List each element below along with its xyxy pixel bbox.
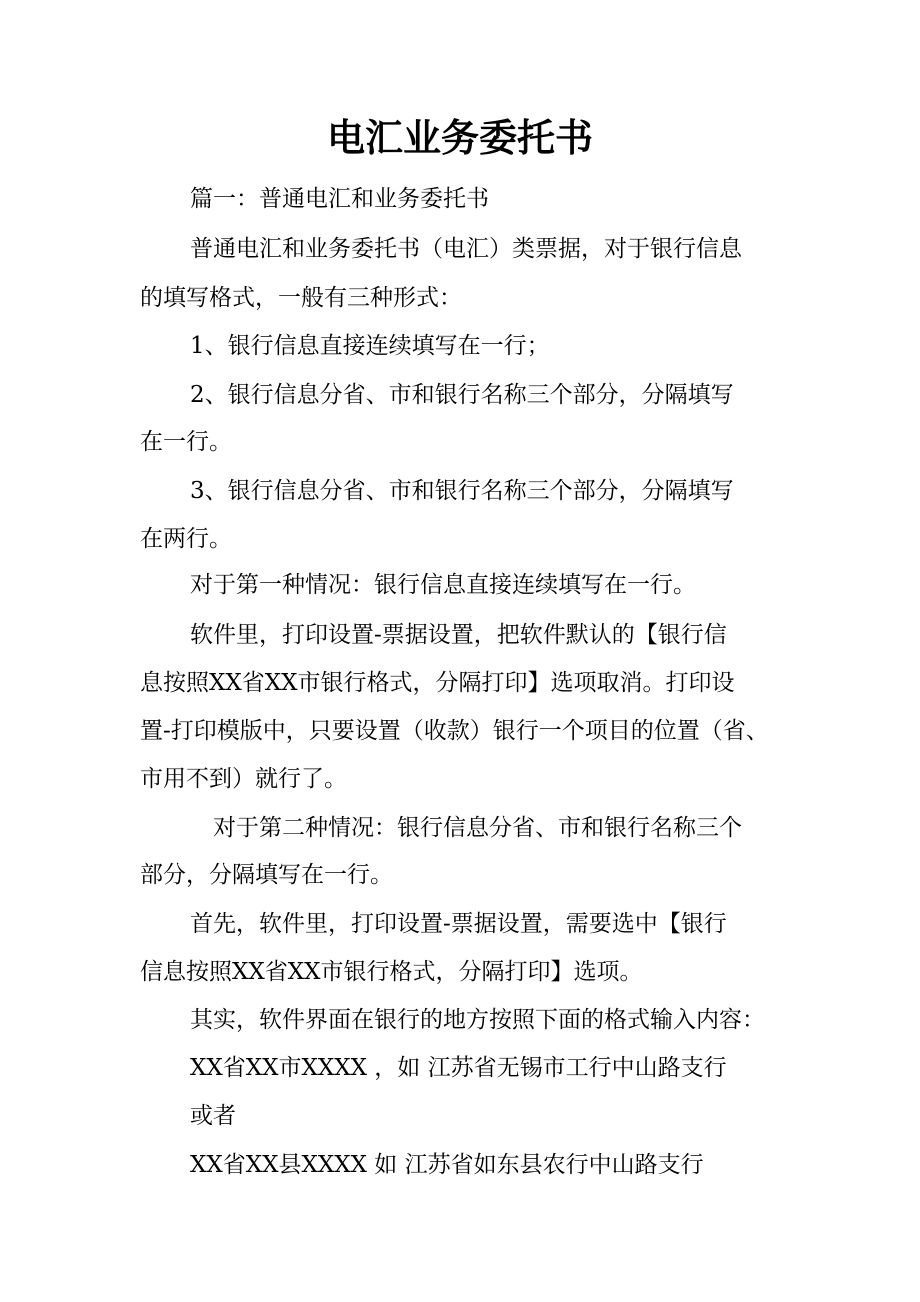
- paragraph-line: 其实，软件界面在银行的地方按照下面的格式输入内容：: [190, 1007, 765, 1033]
- paragraph-line: 软件里，打印设置-票据设置，把软件默认的【银行信: [190, 622, 727, 648]
- document-title: 电汇业务委托书: [326, 116, 593, 160]
- list-item: 3、银行信息分省、市和银行名称三个部分，分隔填写: [190, 478, 734, 504]
- example-line: XX省XX县XXXX 如 江苏省如东县农行中山路支行: [190, 1152, 704, 1178]
- paragraph-line: 对于第一种情况：银行信息直接连续填写在一行。: [190, 572, 696, 598]
- paragraph-line: 的填写格式，一般有三种形式：: [140, 285, 462, 311]
- example-line: XX省XX市XXXX ，如 江苏省无锡市工行中山路支行: [190, 1055, 727, 1081]
- paragraph-line: 置-打印模版中，只要设置（收款）银行一个项目的位置（省、: [140, 718, 769, 744]
- section-heading: 篇一：普通电汇和业务委托书: [190, 186, 489, 212]
- list-item: 1、银行信息直接连续填写在一行；: [190, 333, 550, 359]
- paragraph-line: 普通电汇和业务委托书（电汇）类票据，对于银行信息: [190, 236, 742, 262]
- list-item-continuation: 在一行。: [140, 429, 232, 455]
- example-line: 或者: [190, 1103, 236, 1129]
- paragraph-line: 首先，软件里，打印设置-票据设置，需要选中【银行: [190, 911, 727, 937]
- list-item-continuation: 在两行。: [140, 526, 232, 552]
- paragraph-line: 市用不到）就行了。: [140, 766, 347, 792]
- paragraph-line: 信息按照XX省XX市银行格式，分隔打印】选项。: [140, 959, 643, 985]
- list-item: 2、银行信息分省、市和银行名称三个部分，分隔填写: [190, 382, 734, 408]
- paragraph-line: 对于第二种情况：银行信息分省、市和银行名称三个: [213, 815, 742, 841]
- paragraph-line: 息按照XX省XX市银行格式，分隔打印】选项取消。打印设: [140, 670, 735, 696]
- paragraph-line: 部分，分隔填写在一行。: [140, 862, 393, 888]
